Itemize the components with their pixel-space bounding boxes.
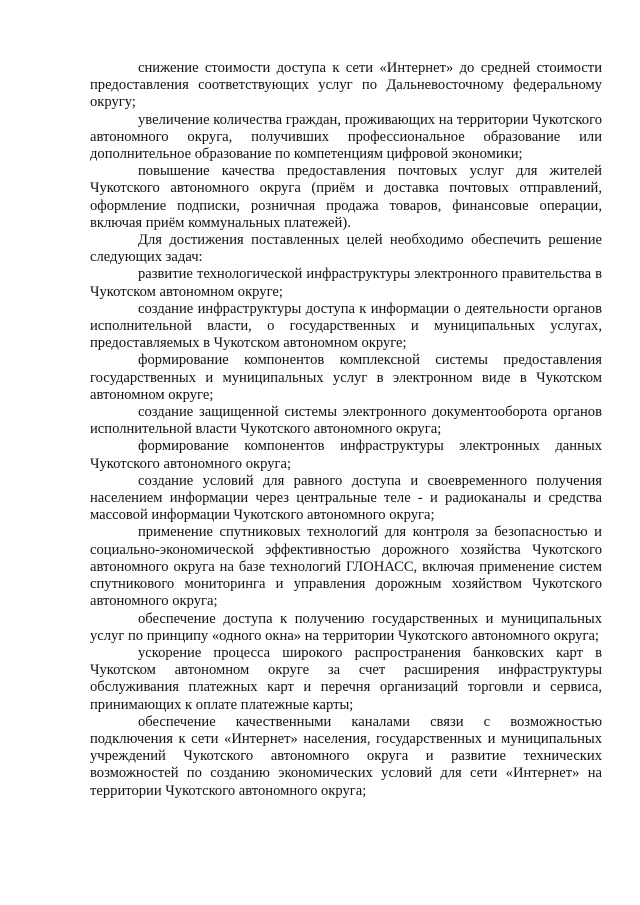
- paragraph: ускорение процесса широкого распространения банковских карт в Чукотском автономном округе за счет расширения инфраструктуры обслуживания платежных карт и перечня организаций торговли и сервиса, принимающих к оплате платежные карты;: [90, 644, 602, 713]
- paragraph: Для достижения поставленных целей необходимо обеспечить решение следующих задач:: [90, 232, 602, 266]
- paragraph: обеспечение доступа к получению государственных и муниципальных услуг по принципу «одного окна» на территории Чукотского автономного округа;: [90, 610, 602, 644]
- paragraph: формирование компонентов комплексной системы предоставления государственных и муниципальных услуг в электронном виде в Чукотском автономном округе;: [90, 352, 602, 403]
- paragraph: создание условий для равного доступа и своевременного получения населением информации через центральные теле - и радиоканалы и средства массовой информации Чукотского автономного округа;: [90, 472, 602, 524]
- paragraph: обеспечение качественными каналами связи с возможностью подключения к сети «Интернет» населения, государственных и муниципальных учреждений Чукотского автономного округа и развитие технических возможностей по созданию экономических условий для сети «Интернет» на территории Чукотского автономного округа;: [90, 713, 602, 799]
- paragraph: повышение качества предоставления почтовых услуг для жителей Чукотского автономного округа (приём и доставка почтовых отправлений, оформление подписки, розничная продажа товаров, финансовые операции, включая приём коммунальных платежей).: [90, 163, 602, 231]
- paragraph: формирование компонентов инфраструктуры электронных данных Чукотского автономного округа;: [90, 438, 602, 472]
- paragraph: создание инфраструктуры доступа к информации о деятельности органов исполнительной власти, о государственных и муниципальных услугах, предоставляемых в Чукотском автономном округе;: [90, 300, 602, 352]
- paragraph: снижение стоимости доступа к сети «Интернет» до средней стоимости предоставления соответствующих услуг по Дальневосточному федеральному округу;: [90, 60, 602, 111]
- document-page: [90, 60, 602, 800]
- paragraph: применение спутниковых технологий для контроля за безопасностью и социально-экономической эффективностью дорожного хозяйства Чукотского автономного округа на базе технологий ГЛОНАСС, включая применение систем спутникового мониторинга и управления дорожным хозяйством Чукотского автономного округа;: [90, 524, 602, 610]
- paragraph: создание защищенной системы электронного документооборота органов исполнительной власти Чукотского автономного округа;: [90, 404, 602, 438]
- paragraph: развитие технологической инфраструктуры электронного правительства в Чукотском автономном округе;: [90, 266, 602, 300]
- paragraph: увеличение количества граждан, проживающих на территории Чукотского автономного округа, получивших профессиональное образование или дополнительное образование по компетенциям цифровой экономики;: [90, 111, 602, 163]
